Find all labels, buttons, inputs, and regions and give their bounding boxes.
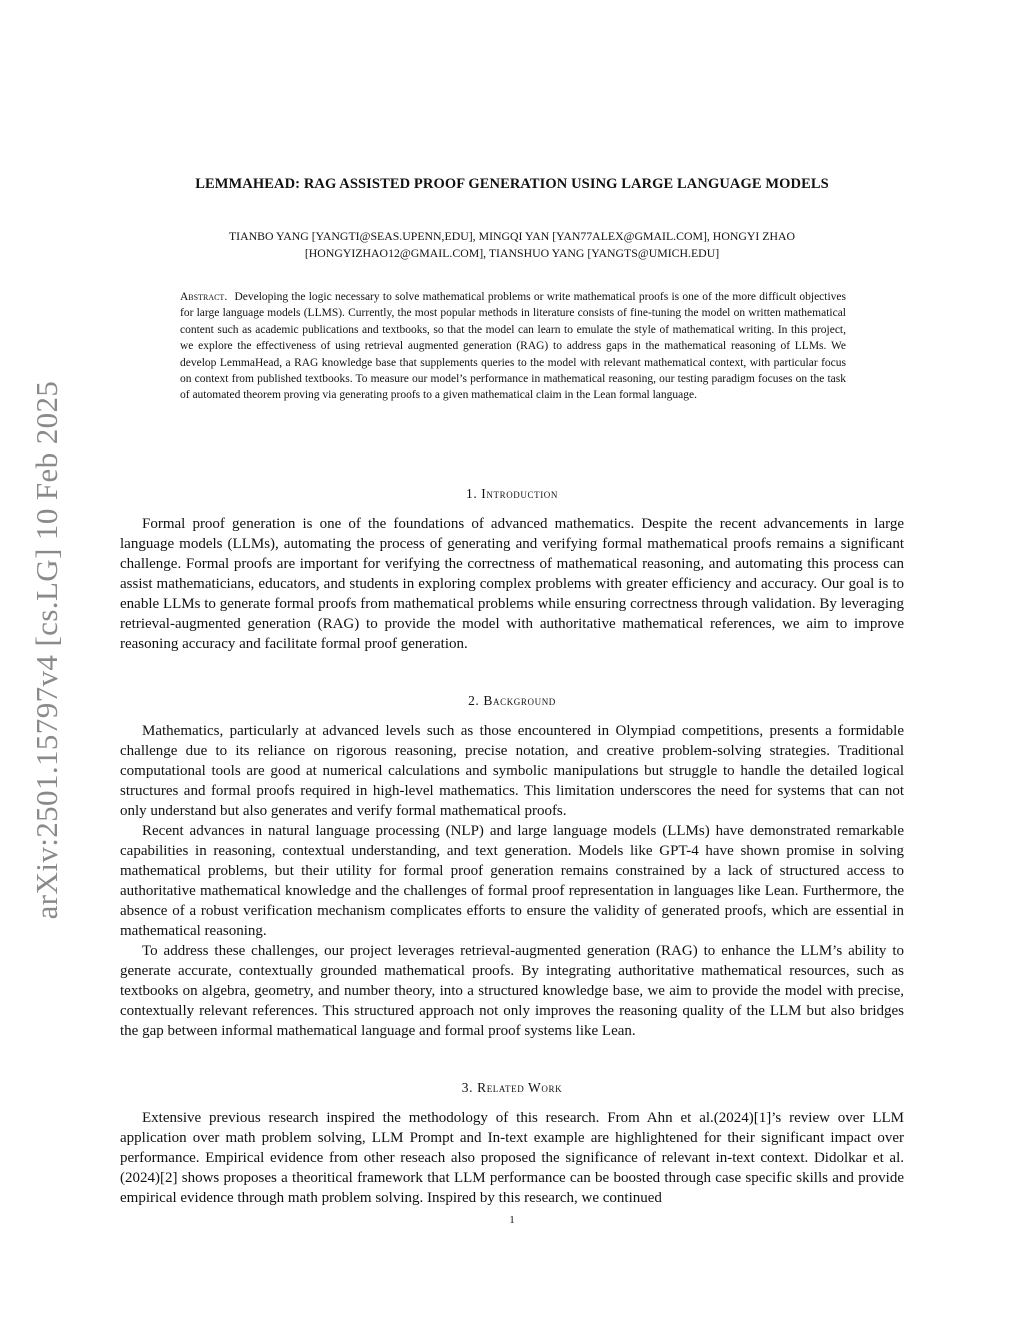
arxiv-identifier: arXiv:2501.15797v4 [cs.LG] 10 Feb 2025 <box>29 380 64 920</box>
abstract <box>180 289 846 404</box>
author-line-2: [HONGYIZHAO12@GMAIL.COM], TIANSHUO YANG [YANGTS@UMICH.EDU] <box>304 246 720 260</box>
paragraph: Recent advances in natural language processing (NLP) and large language models (LLMs) have demonstrated remarkable capabilities in reasoning, contextual understanding, and text generation. Models like GPT-4 have shown promise in solving mathematical problems, but their utility for formal proof generation remains constrained by a lack of structured access to authoritative mathematical knowledge and the challenges of formal proof representation in languages like Lean. Furthermore, the absence of a robust verification mechanism complicates efforts to ensure the validity of generated proofs, which are essential in mathematical reasoning. <box>120 823 904 939</box>
arxiv-sidebar-stamp <box>22 355 72 945</box>
section-number: 1. <box>465 486 478 501</box>
paragraph: Mathematics, particularly at advanced levels such as those encountered in Olympiad competitions, presents a formidable challenge due to its reliance on rigorous reasoning, precise notation, and creative problem-solving strategies. Traditional computational tools are good at numerical calculations and symbolic manipulations but struggle to handle the detailed logical structures and formal proofs required in high-level mathematics. This limitation underscores the need for systems that can not only understand but also generates and verify formal mathematical proofs. <box>120 723 904 819</box>
section-heading-background <box>120 693 904 709</box>
abstract-label: Abstract. <box>180 291 228 303</box>
paper-title: LEMMAHEAD: RAG ASSISTED PROOF GENERATION USING LARGE LANGUAGE MODELS <box>195 176 829 192</box>
paragraph: Formal proof generation is one of the foundations of advanced mathematics. Despite the recent advancements in large language models (LLMs), automating the process of generating and verifying formal mathematical proofs remains a significant challenge. Formal proofs are important for verifying the correctness of mathematical reasoning, and automating this process can assist mathematicians, educators, and students in exploring complex problems with greater efficiency and accuracy. Our goal is to enable LLMs to generate formal proofs from mathematical problems while ensuring correctness through validation. By leveraging retrieval-augmented generation (RAG) to provide the model with authoritative mathematical references, we aim to improve reasoning accuracy and facilitate formal proof generation. <box>120 516 904 652</box>
section-title: Introduction <box>481 486 558 501</box>
paragraph: To address these challenges, our project leverages retrieval-augmented generation (RAG) to enhance the LLM’s ability to generate accurate, contextually grounded mathematical proofs. By integrating authoritative mathematical resources, such as textbooks on algebra, geometry, and number theory, into a structured knowledge base, we aim to provide the model with precise, contextually relevant references. This structured approach not only improves the reasoning quality of the LLM but also bridges the gap between informal mathematical language and formal proof systems like Lean. <box>120 943 904 1039</box>
section-body-introduction <box>120 514 904 654</box>
section-title: Related Work <box>477 1080 563 1095</box>
section-heading-introduction <box>120 486 904 502</box>
paragraph: Extensive previous research inspired the methodology of this research. From Ahn et al.(2024)[1]’s review over LLM application over math problem solving, LLM Prompt and In-text example are highlightened for their significant impact over performance. Empirical evidence from other reseach also proposed the significance of relevant in-text context. Didolkar et al.(2024)[2] shows proposes a theoritical framework that LLM performance can be boosted through case specific skills and provide empirical evidence through math problem solving. Inspired by this research, we continued <box>120 1110 904 1206</box>
abstract-text: Developing the logic necessary to solve mathematical problems or write mathematical proofs is one of the more difficult objectives for large language models (LLMS). Currently, the most popular methods in literature consists of fine-tuning the model on written mathematical content such as academic publications and textbooks, so that the model can learn to emulate the style of mathematical writing. In this project, we explore the effectiveness of using retrieval augmented generation (RAG) to address gaps in the mathematical reasoning of LLMs. We develop LemmaHead, a RAG knowledge base that supplements queries to the model with relevant mathematical context, with particular focus on context from published textbooks. To measure our model’s performance in mathematical reasoning, our testing paradigm focuses on the task of automated theorem proving via generating proofs to a given mathematical claim in the Lean formal language. <box>180 291 846 402</box>
section-number: 2. <box>468 693 480 708</box>
section-body-background <box>120 721 904 1041</box>
author-block <box>160 228 864 262</box>
author-line-1: TIANBO YANG [YANGTI@SEAS.UPENN,EDU], MINGQI YAN [YAN77ALEX@GMAIL.COM], HONGYI ZHAO <box>228 229 796 243</box>
section-title: Background <box>483 693 556 708</box>
section-heading-related-work <box>120 1080 904 1096</box>
section-number: 3. <box>461 1080 474 1095</box>
page-number: 1 <box>509 1214 515 1226</box>
section-body-related-work <box>120 1108 904 1208</box>
